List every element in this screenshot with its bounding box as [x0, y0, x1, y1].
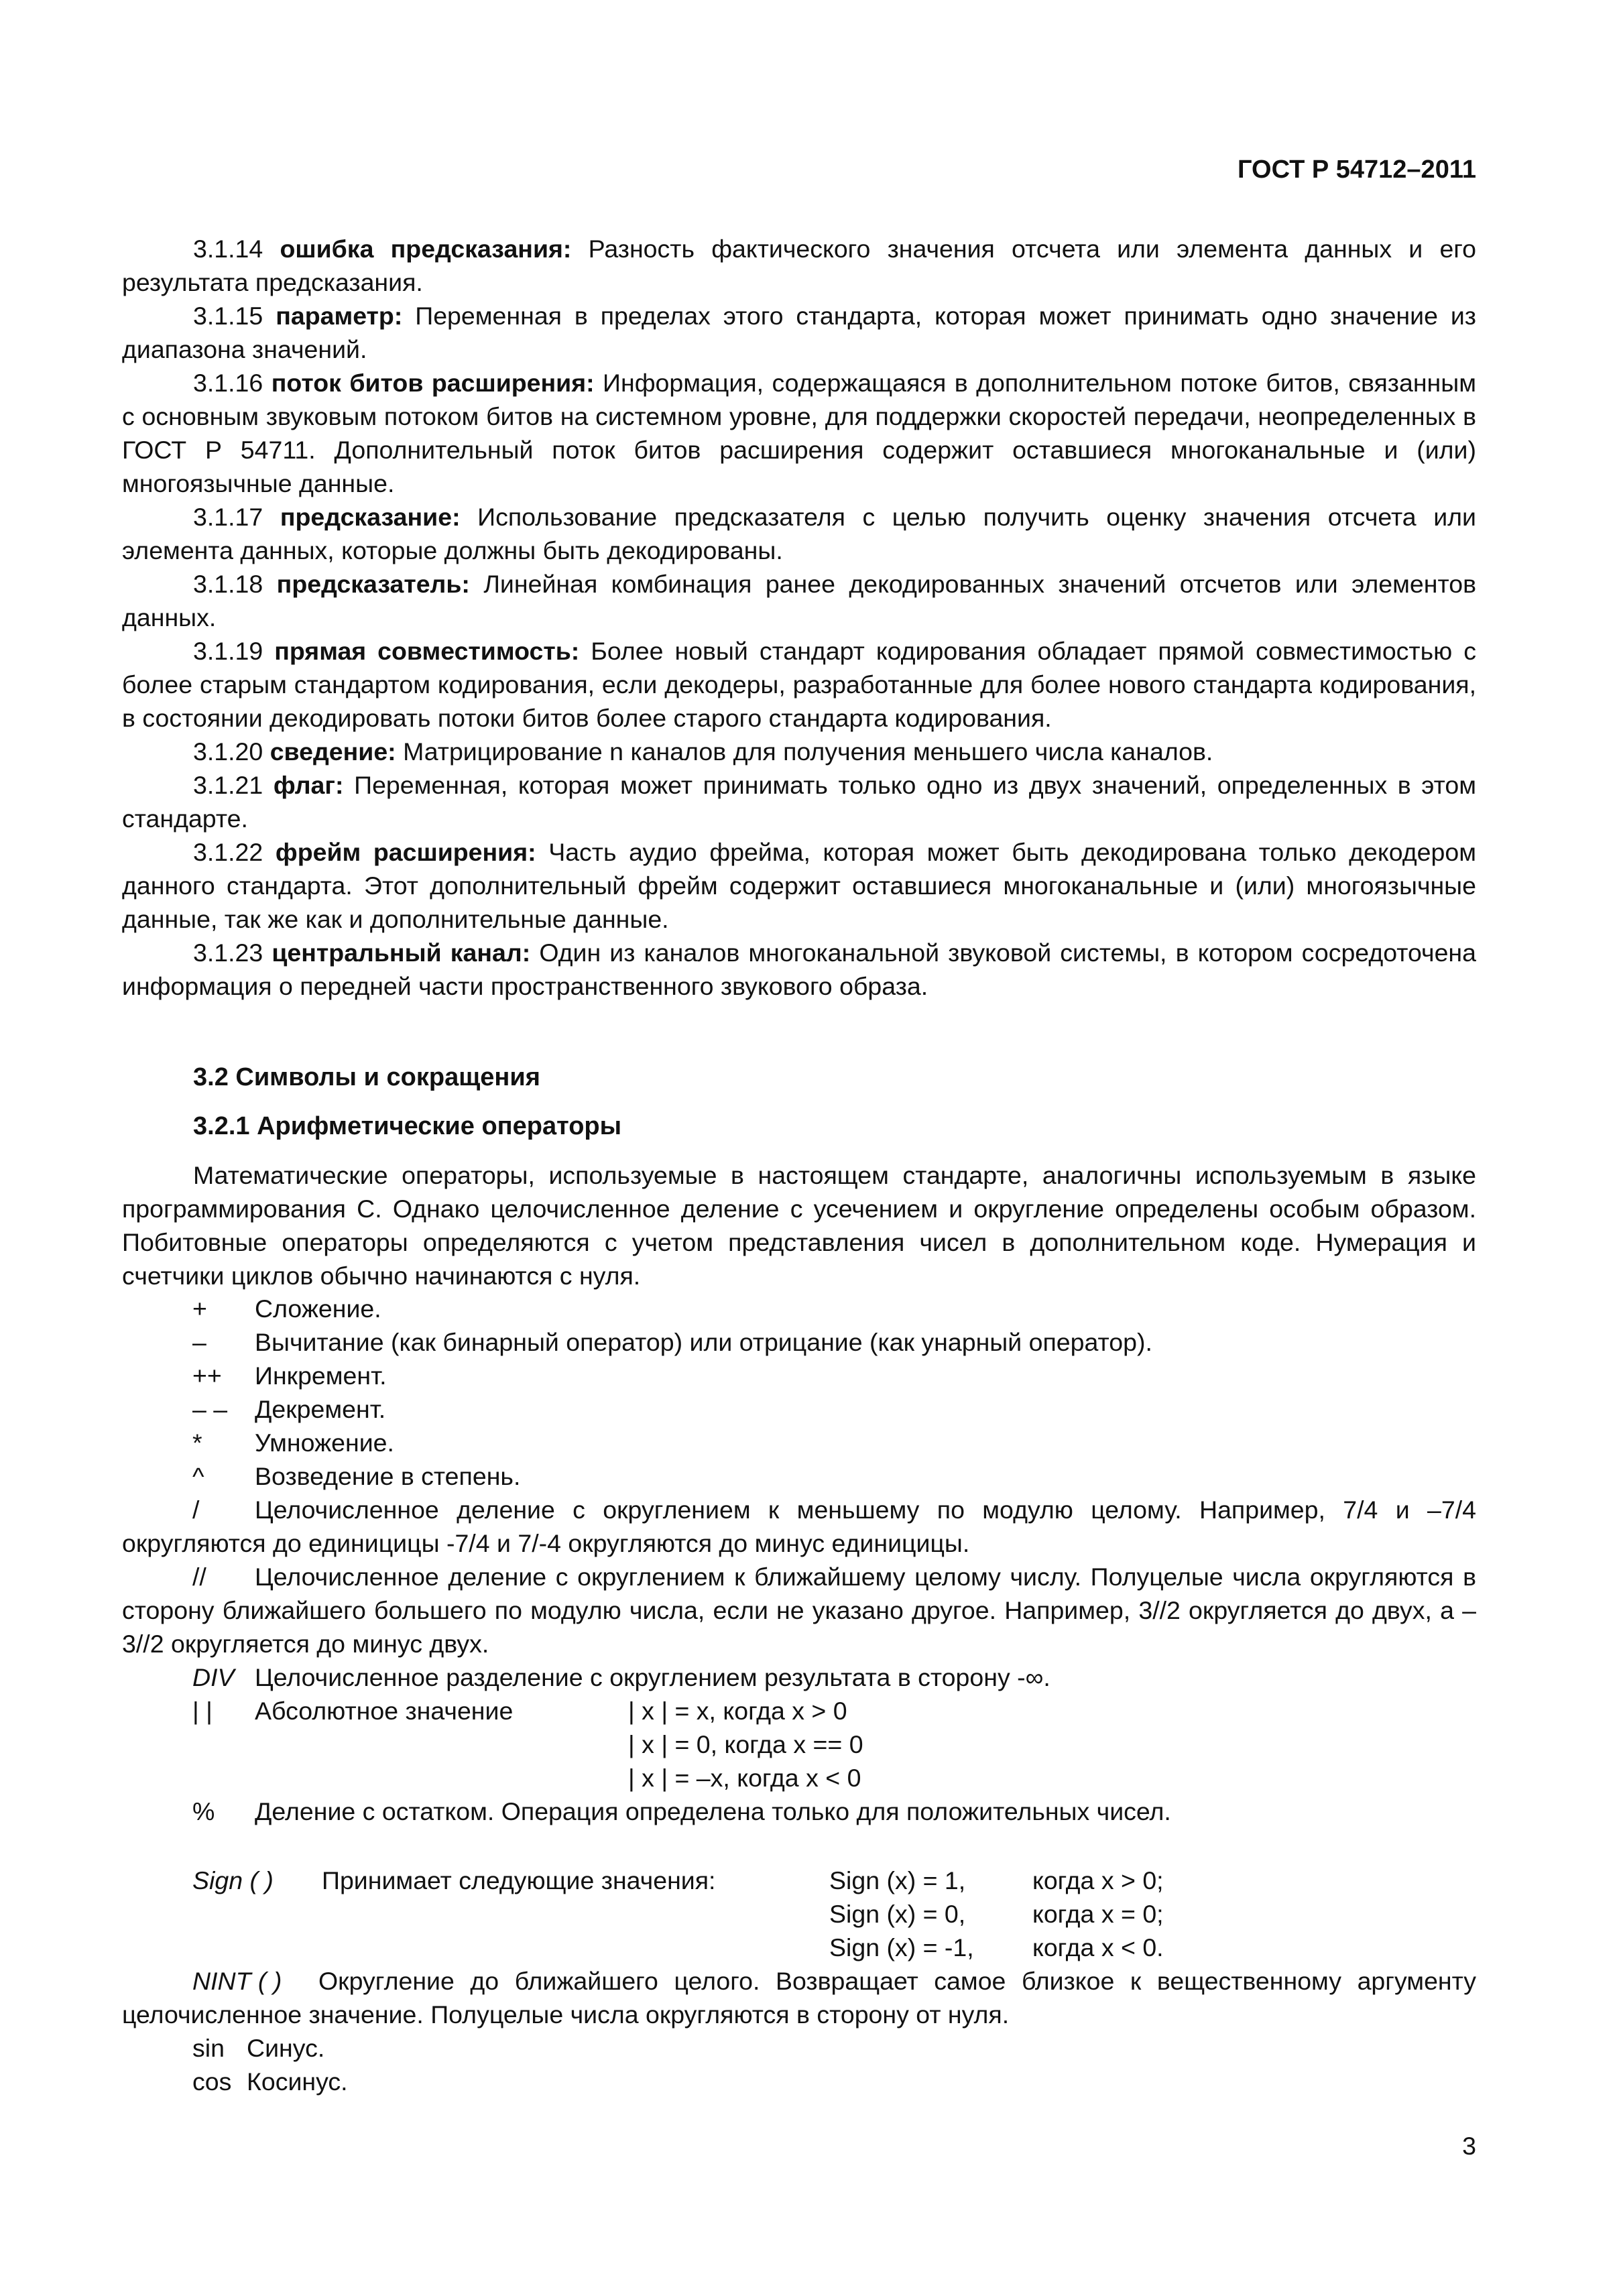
sign-formula: Sign (x) = -1, — [829, 1933, 974, 1961]
operator-description: Целочисленное разделение с округлением результата в сторону -∞. — [255, 1663, 1050, 1691]
definition-text: Переменная в пределах этого стандарта, которая может принимать одно значение из диапазона значений. — [122, 302, 1477, 363]
abs-formula: | x | = x, когда x > 0 — [628, 1697, 847, 1725]
definition-text: Более новый стандарт кодирования обладает прямой совместимостью с более старым стандартом кодирования, если декодеры, разработанные для более нового стандарта кодирования, в состоянии декодировать потоки битов более старого стандарта кодирования. — [122, 637, 1476, 732]
operator-div-paragraph — [122, 1493, 1476, 1560]
operator-symbol: – – — [192, 1395, 228, 1423]
abs-formula: | x | = 0, когда x == 0 — [628, 1730, 863, 1758]
definition-term: ошибка предсказания: — [280, 235, 572, 263]
sign-condition: когда x > 0; — [1032, 1866, 1164, 1894]
operator-description: Косинус. — [247, 2067, 348, 2096]
operator-symbol: % — [192, 1797, 215, 1825]
definition-number: 3.1.15 — [193, 302, 263, 330]
definition-item — [122, 634, 1476, 735]
definition-term: поток битов расширения: — [271, 369, 595, 397]
operator-row — [0, 1694, 1623, 1728]
definition-text: Линейная комбинация ранее декодированных значений отсчетов или элементов данных. — [122, 570, 1476, 631]
definition-text: Матрицирование n каналов для получения меньшего числа каналов. — [396, 737, 1213, 766]
operator-row — [0, 1897, 1623, 1931]
operator-row — [0, 1728, 1623, 1761]
document-id: ГОСТ Р 54712–2011 — [1237, 156, 1476, 184]
operator-row — [0, 1761, 1623, 1795]
sign-condition: когда x < 0. — [1032, 1933, 1164, 1961]
operator-description: Возведение в степень. — [255, 1462, 521, 1490]
definition-item — [122, 768, 1476, 835]
operator-symbol: + — [192, 1294, 207, 1323]
operator-description: Декремент. — [255, 1395, 386, 1423]
definition-text: Информация, содержащаяся в дополнительном потоке битов, связанным с основным звуковым потоком битов на системном уровне, для поддержки скоростей передачи, неопределенных в ГОСТ Р 54711. Дополнительный поток битов расширения содержит оставшиеся многоканальные и (или) многоязычные данные. — [122, 369, 1476, 497]
definition-number: 3.1.18 — [193, 570, 263, 598]
definition-number: 3.1.17 — [193, 503, 263, 531]
intro-paragraph: Математические операторы, используемые в настоящем стандарте, аналогичны используемым в языке программирования C. Однако целочисленное деление с усечением и округление определены особым образом. Побитовные операторы определяются с учетом представления чисел в дополнительном коде. Нумерация и счетчики циклов обычно начинаются с нуля. — [122, 1161, 1476, 1290]
operator-row — [0, 1795, 1623, 1828]
operator-description: Целочисленное деление с округлением к ближайшему целому числу. Полуцелые числа округляются в сторону ближайшего большего по модулю числа, если не указано другое. Например, 3//2 округляется до двух, а –3//2 округляется до минус двух. — [122, 1563, 1476, 1658]
definition-text: Разность фактического значения отсчета или элемента данных и его результата предсказания. — [122, 235, 1477, 296]
operator-description: Инкремент. — [255, 1362, 387, 1390]
section-heading: 3.2 Символы и сокращения — [193, 1063, 540, 1091]
definition-number: 3.1.16 — [193, 369, 263, 397]
subsection-heading: 3.2.1 Арифметические операторы — [193, 1112, 622, 1140]
definition-item — [122, 567, 1476, 634]
definition-number: 3.1.22 — [193, 838, 263, 866]
operator-row — [0, 2065, 1623, 2098]
definition-number: 3.1.21 — [193, 771, 263, 799]
definitions-list — [122, 232, 1476, 1003]
operator-nint-paragraph — [122, 1964, 1476, 2031]
operator-row — [0, 1931, 1623, 1964]
definition-number: 3.1.14 — [193, 235, 263, 263]
definition-term: сведение: — [269, 737, 396, 766]
operator-symbol: * — [192, 1429, 202, 1457]
operator-description: Округление до ближайшего целого. Возвращает самое близкое к вещественному аргументу целочисленное значение. Полуцелые числа округляются в сторону от нуля. — [122, 1967, 1476, 2029]
operator-description: Деление с остатком. Операция определена только для положительных чисел. — [255, 1797, 1171, 1825]
definition-item — [122, 299, 1476, 366]
operator-symbol: ^ — [192, 1462, 204, 1490]
operator-symbol: Sign ( ) — [192, 1866, 274, 1894]
definition-item — [122, 735, 1476, 768]
definition-term: фрейм расширения: — [275, 838, 536, 866]
definition-item — [122, 500, 1476, 567]
operator-description: Целочисленное деление с округлением к меньшему по модулю целому. Например, 7/4 и –7/4 округляются до единицицы -7/4 и 7/-4 округляются до минус единицицы. — [122, 1496, 1476, 1557]
operator-rounddiv-paragraph — [122, 1560, 1476, 1660]
operator-description: Принимает следующие значения: — [322, 1866, 716, 1894]
operator-row — [0, 1426, 1623, 1459]
operator-row — [0, 1359, 1623, 1392]
definition-item — [122, 936, 1476, 1003]
operator-row — [0, 1325, 1623, 1359]
operator-symbol: DIV — [192, 1663, 235, 1691]
operator-symbol: NINT ( ) — [192, 1967, 282, 1995]
operator-symbol: sin — [192, 2034, 225, 2062]
definition-number: 3.1.23 — [193, 939, 263, 967]
definition-term: предсказатель: — [276, 570, 470, 598]
operator-description: Умножение. — [255, 1429, 394, 1457]
sign-formula: Sign (x) = 0, — [829, 1900, 966, 1928]
definition-number: 3.1.19 — [193, 637, 263, 665]
operator-description: Абсолютное значение — [255, 1697, 514, 1725]
operator-symbol: / — [192, 1496, 200, 1524]
operator-symbol: // — [192, 1563, 206, 1591]
abs-formula: | x | = –x, когда x < 0 — [628, 1764, 861, 1792]
sign-formula: Sign (x) = 1, — [829, 1866, 966, 1894]
operator-symbol: ++ — [192, 1362, 222, 1390]
sign-condition: когда x = 0; — [1032, 1900, 1164, 1928]
operator-symbol: cos — [192, 2067, 232, 2096]
definition-term: прямая совместимость: — [274, 637, 580, 665]
operator-description: Вычитание (как бинарный оператор) или отрицание (как унарный оператор). — [255, 1328, 1152, 1356]
operator-symbol: – — [192, 1328, 206, 1356]
operator-row — [0, 1392, 1623, 1426]
definition-term: параметр: — [276, 302, 403, 330]
definition-term: центральный канал: — [272, 939, 531, 967]
definition-term: предсказание: — [280, 503, 461, 531]
operator-description: Синус. — [247, 2034, 325, 2062]
definition-item — [122, 366, 1476, 500]
definition-text: Переменная, которая может принимать только одно из двух значений, определенных в этом стандарте. — [122, 771, 1476, 833]
definition-item — [122, 835, 1476, 936]
definition-item — [122, 232, 1476, 299]
operator-row — [0, 1660, 1623, 1694]
page-number: 3 — [1462, 2132, 1476, 2160]
definition-number: 3.1.20 — [193, 737, 263, 766]
operator-symbol: | | — [192, 1697, 213, 1725]
definition-text: Один из каналов многоканальной звуковой системы, в котором сосредоточена информация о передней части пространственного звукового образа. — [122, 939, 1476, 1000]
definition-term: флаг: — [273, 771, 344, 799]
operator-row — [0, 1459, 1623, 1493]
operator-row — [0, 1292, 1623, 1325]
definition-text: Часть аудио фрейма, которая может быть декодирована только декодером данного стандарта. Этот дополнительный фрейм содержит оставшиеся многоканальные и (или) многоязычные данные, так же как и дополнительные данные. — [122, 838, 1476, 933]
operator-row — [0, 2031, 1623, 2065]
definition-text: Использование предсказателя с целью получить оценку значения отсчета или элемента данных, которые должны быть декодированы. — [122, 503, 1476, 564]
operator-description: Сложение. — [255, 1294, 381, 1323]
operator-row — [0, 1864, 1623, 1897]
